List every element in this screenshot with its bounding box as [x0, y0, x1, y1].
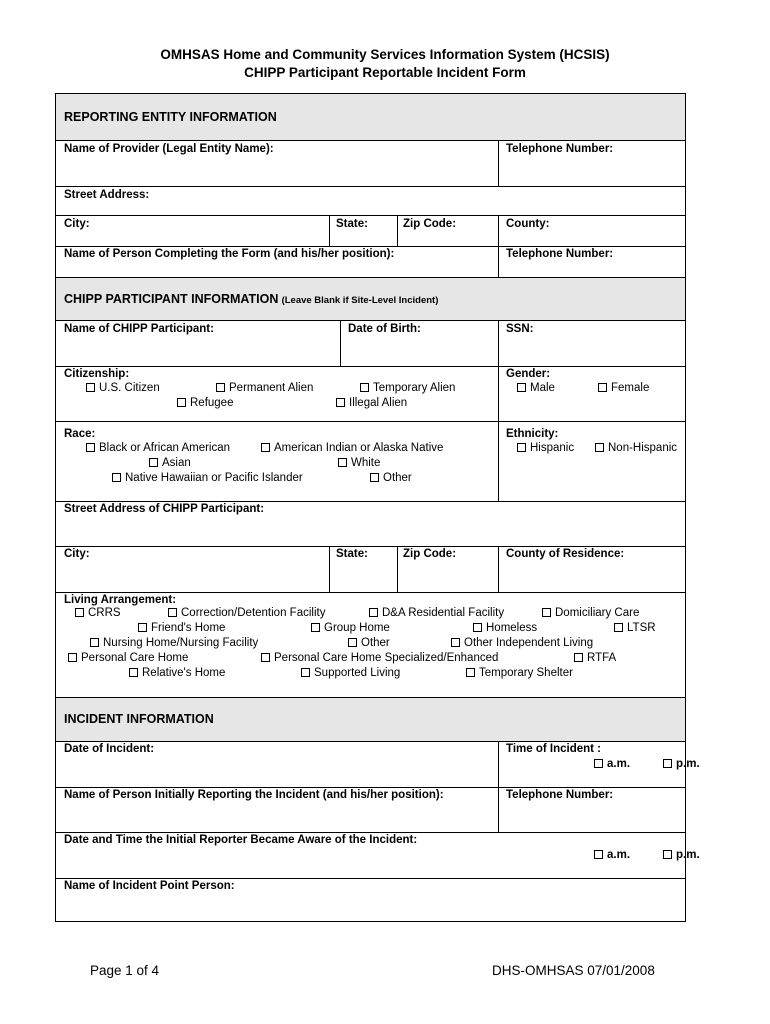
- checkbox[interactable]: [177, 398, 186, 407]
- participant-heading-note: (Leave Blank if Site-Level Incident): [281, 295, 439, 306]
- aware-date-time-label: Date and Time the Initial Reporter Became Aware of the Incident:: [64, 834, 418, 846]
- checkbox[interactable]: [129, 668, 138, 677]
- checkbox[interactable]: [168, 608, 177, 617]
- person-completing-label: Name of Person Completing the Form (and his/her position):: [64, 248, 395, 260]
- city-label: City:: [64, 218, 90, 230]
- living-option-correction[interactable]: Correction/Detention Facility: [168, 607, 325, 619]
- living-option-friends-home[interactable]: Friend's Home: [138, 622, 225, 634]
- race-option-black[interactable]: Black or African American: [86, 442, 230, 454]
- checkbox[interactable]: [138, 623, 147, 632]
- living-option-group-home[interactable]: Group Home: [311, 622, 390, 634]
- checkbox[interactable]: [574, 653, 583, 662]
- aware-time-pm[interactable]: p.m.: [663, 849, 700, 861]
- checkbox[interactable]: [338, 458, 347, 467]
- citizenship-option-permanent-alien[interactable]: Permanent Alien: [216, 382, 313, 394]
- gender-option-male[interactable]: Male: [517, 382, 555, 394]
- participant-name-label: Name of CHIPP Participant:: [64, 323, 214, 335]
- race-option-asian[interactable]: Asian: [149, 457, 191, 469]
- incident-form: [55, 93, 700, 922]
- checkbox[interactable]: [598, 383, 607, 392]
- participant-state-label: State:: [336, 548, 368, 560]
- zip-code-label: Zip Code:: [403, 218, 457, 230]
- form-title: OMHSAS Home and Community Services Information System (HCSIS): [160, 47, 610, 62]
- living-option-supported-living[interactable]: Supported Living: [301, 667, 400, 679]
- race-label: Race:: [64, 428, 96, 440]
- ethnicity-option-non-hispanic[interactable]: Non-Hispanic: [595, 442, 677, 454]
- ethnicity-option-hispanic[interactable]: Hispanic: [517, 442, 574, 454]
- provider-name-label: Name of Provider (Legal Entity Name):: [64, 143, 274, 155]
- participant-zip-label: Zip Code:: [403, 548, 457, 560]
- checkbox[interactable]: [112, 473, 121, 482]
- checkbox[interactable]: [594, 759, 603, 768]
- completer-telephone-label: Telephone Number:: [506, 248, 614, 260]
- form-subtitle: CHIPP Participant Reportable Incident Form: [244, 65, 526, 80]
- citizenship-option-temporary-alien[interactable]: Temporary Alien: [360, 382, 455, 394]
- state-label: State:: [336, 218, 368, 230]
- living-option-nursing-home[interactable]: Nursing Home/Nursing Facility: [90, 637, 258, 649]
- checkbox[interactable]: [261, 443, 270, 452]
- provider-telephone-label: Telephone Number:: [506, 143, 614, 155]
- living-option-da-residential[interactable]: D&A Residential Facility: [369, 607, 504, 619]
- dob-label: Date of Birth:: [348, 323, 421, 335]
- race-option-native-hawaiian[interactable]: Native Hawaiian or Pacific Islander: [112, 472, 303, 484]
- form-id: DHS-OMHSAS 07/01/2008: [492, 963, 655, 978]
- checkbox[interactable]: [348, 638, 357, 647]
- participant-heading-row: [64, 292, 438, 306]
- living-option-other-independent[interactable]: Other Independent Living: [451, 637, 593, 649]
- checkbox[interactable]: [370, 473, 379, 482]
- point-person-label: Name of Incident Point Person:: [64, 880, 235, 892]
- initial-reporter-label: Name of Person Initially Reporting the Incident (and his/her position):: [64, 789, 444, 801]
- citizenship-label: Citizenship:: [64, 368, 130, 380]
- checkbox[interactable]: [466, 668, 475, 677]
- checkbox[interactable]: [542, 608, 551, 617]
- checkbox[interactable]: [301, 668, 310, 677]
- aware-time-am[interactable]: a.m.: [594, 849, 630, 861]
- living-option-homeless[interactable]: Homeless: [473, 622, 537, 634]
- checkbox[interactable]: [75, 608, 84, 617]
- living-option-rtfa[interactable]: RTFA: [574, 652, 616, 664]
- street-address-label: Street Address:: [64, 189, 150, 201]
- checkbox[interactable]: [517, 383, 526, 392]
- citizenship-option-us-citizen[interactable]: U.S. Citizen: [86, 382, 160, 394]
- checkbox[interactable]: [614, 623, 623, 632]
- participant-street-label: Street Address of CHIPP Participant:: [64, 503, 265, 515]
- living-arrangement-label: Living Arrangement:: [64, 594, 177, 606]
- checkbox[interactable]: [595, 443, 604, 452]
- participant-heading: CHIPP PARTICIPANT INFORMATION: [64, 292, 279, 306]
- checkbox[interactable]: [663, 850, 672, 859]
- checkbox[interactable]: [311, 623, 320, 632]
- race-option-american-indian[interactable]: American Indian or Alaska Native: [261, 442, 443, 454]
- ethnicity-label: Ethnicity:: [506, 428, 559, 440]
- living-option-personal-care-home[interactable]: Personal Care Home: [68, 652, 188, 664]
- time-of-incident-label: Time of Incident :: [506, 743, 601, 755]
- incident-heading: INCIDENT INFORMATION: [64, 712, 214, 726]
- gender-option-female[interactable]: Female: [598, 382, 649, 394]
- living-option-relatives-home[interactable]: Relative's Home: [129, 667, 225, 679]
- checkbox[interactable]: [86, 383, 95, 392]
- race-option-other[interactable]: Other: [370, 472, 412, 484]
- reporter-telephone-label: Telephone Number:: [506, 789, 614, 801]
- checkbox[interactable]: [663, 759, 672, 768]
- gender-label: Gender:: [506, 368, 551, 380]
- county-of-residence-label: County of Residence:: [506, 548, 625, 560]
- checkbox[interactable]: [90, 638, 99, 647]
- incident-time-am[interactable]: a.m.: [594, 758, 630, 770]
- citizenship-option-illegal-alien[interactable]: Illegal Alien: [336, 397, 407, 409]
- reporting-entity-heading: REPORTING ENTITY INFORMATION: [64, 110, 277, 124]
- checkbox[interactable]: [517, 443, 526, 452]
- checkbox[interactable]: [216, 383, 225, 392]
- living-option-other[interactable]: Other: [348, 637, 390, 649]
- living-option-crrs[interactable]: CRRS: [75, 607, 121, 619]
- living-option-ltsr[interactable]: LTSR: [614, 622, 656, 634]
- ssn-label: SSN:: [506, 323, 534, 335]
- living-option-temporary-shelter[interactable]: Temporary Shelter: [466, 667, 573, 679]
- checkbox[interactable]: [594, 850, 603, 859]
- checkbox[interactable]: [149, 458, 158, 467]
- date-of-incident-label: Date of Incident:: [64, 743, 155, 755]
- living-option-domiciliary-care[interactable]: Domiciliary Care: [542, 607, 639, 619]
- page-number: Page 1 of 4: [90, 963, 160, 978]
- race-option-white[interactable]: White: [338, 457, 380, 469]
- county-label: County:: [506, 218, 550, 230]
- checkbox[interactable]: [261, 653, 270, 662]
- incident-time-pm[interactable]: p.m.: [663, 758, 700, 770]
- checkbox[interactable]: [473, 623, 482, 632]
- checkbox[interactable]: [369, 608, 378, 617]
- checkbox[interactable]: [451, 638, 460, 647]
- citizenship-option-refugee[interactable]: Refugee: [177, 397, 233, 409]
- participant-city-label: City:: [64, 548, 90, 560]
- living-option-pch-specialized[interactable]: Personal Care Home Specialized/Enhanced: [261, 652, 498, 664]
- checkbox[interactable]: [68, 653, 77, 662]
- checkbox[interactable]: [360, 383, 369, 392]
- checkbox[interactable]: [86, 443, 95, 452]
- checkbox[interactable]: [336, 398, 345, 407]
